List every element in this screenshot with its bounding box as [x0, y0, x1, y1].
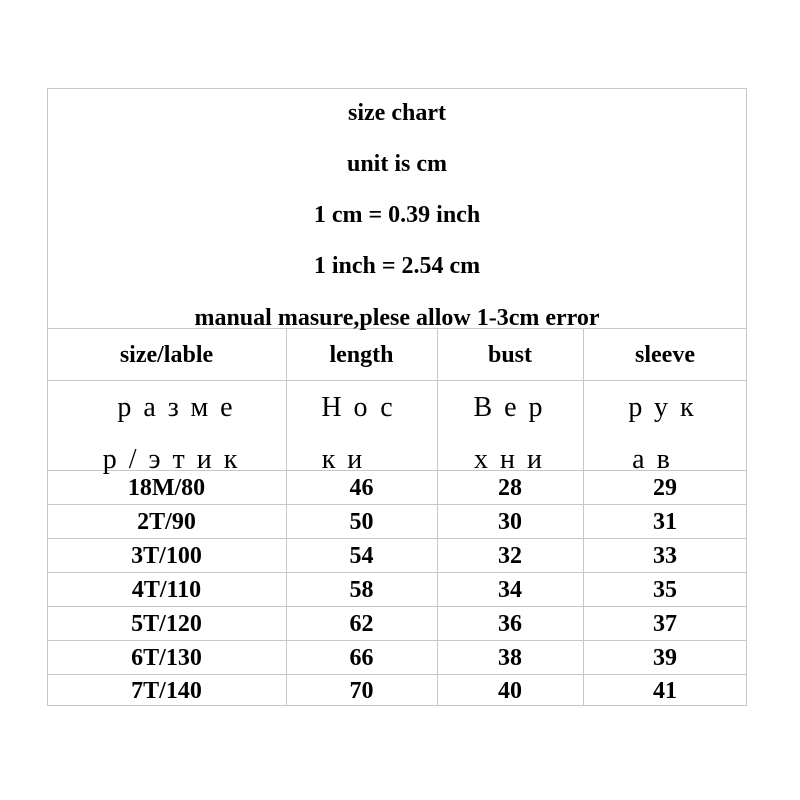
sleeve-cell: 29 [653, 475, 677, 501]
table-row [47, 641, 747, 675]
column-header-ru-length-line1: Нос [321, 392, 405, 423]
length-cell: 62 [349, 611, 374, 637]
bust-cell: 28 [498, 475, 522, 501]
size-chart-table [47, 88, 747, 706]
error-note: manual masure,plese allow 1-3cm error [194, 305, 600, 331]
table-row [47, 539, 747, 573]
column-header-bust: bust [487, 342, 533, 368]
sleeve-cell: 39 [653, 645, 677, 671]
table-row [47, 573, 747, 607]
bust-cell: 38 [498, 645, 522, 671]
bust-cell: 34 [498, 577, 522, 603]
column-header-sleeve: sleeve [635, 342, 695, 368]
table-row [47, 607, 747, 641]
column-header-size: size/lable [119, 342, 214, 368]
length-cell: 50 [349, 509, 374, 535]
column-header-row [47, 338, 747, 372]
sleeve-cell: 41 [653, 678, 677, 704]
column-header-ru-size-line2: р/этик [102, 444, 250, 475]
column-header-ru-size-line1: разме [117, 392, 245, 423]
length-cell: 54 [349, 543, 374, 569]
bust-cell: 36 [498, 611, 522, 637]
column-header-ru-sleeve-line1: рук [628, 392, 706, 423]
column-header-ru-bust-line1: Вер [473, 392, 555, 423]
bust-cell: 30 [498, 509, 522, 535]
column-header-ru-bust-line2: хни [474, 444, 554, 475]
sleeve-cell: 33 [653, 543, 677, 569]
size-cell: 4T/110 [131, 577, 202, 603]
grid-line [47, 88, 747, 89]
length-cell: 46 [349, 475, 374, 501]
size-cell: 3T/100 [131, 543, 202, 569]
size-cell: 6T/130 [131, 645, 202, 671]
unit-text: unit is cm [346, 151, 447, 177]
bust-cell: 40 [498, 678, 522, 704]
table-row [47, 471, 747, 505]
column-header-ru-length-line2: ки [321, 444, 375, 475]
cm-to-inch-text: 1 cm = 0.39 inch [313, 202, 481, 228]
inch-to-cm-text: 1 inch = 2.54 cm [313, 253, 481, 279]
table-row [47, 674, 747, 708]
size-cell: 7T/140 [131, 678, 202, 704]
bust-cell: 32 [498, 543, 522, 569]
size-cell: 18M/80 [127, 475, 206, 501]
sleeve-cell: 35 [653, 577, 677, 603]
grid-line [47, 380, 747, 381]
size-cell: 5T/120 [131, 611, 202, 637]
chart-title: size chart [348, 100, 446, 126]
column-header-length: length [329, 342, 394, 368]
length-cell: 66 [349, 645, 374, 671]
table-row [47, 505, 747, 539]
sleeve-cell: 31 [653, 509, 677, 535]
sleeve-cell: 37 [653, 611, 677, 637]
length-cell: 58 [349, 577, 374, 603]
column-header-ru-sleeve-line2: ав [632, 444, 682, 475]
size-cell: 2T/90 [137, 509, 196, 535]
length-cell: 70 [349, 678, 374, 704]
